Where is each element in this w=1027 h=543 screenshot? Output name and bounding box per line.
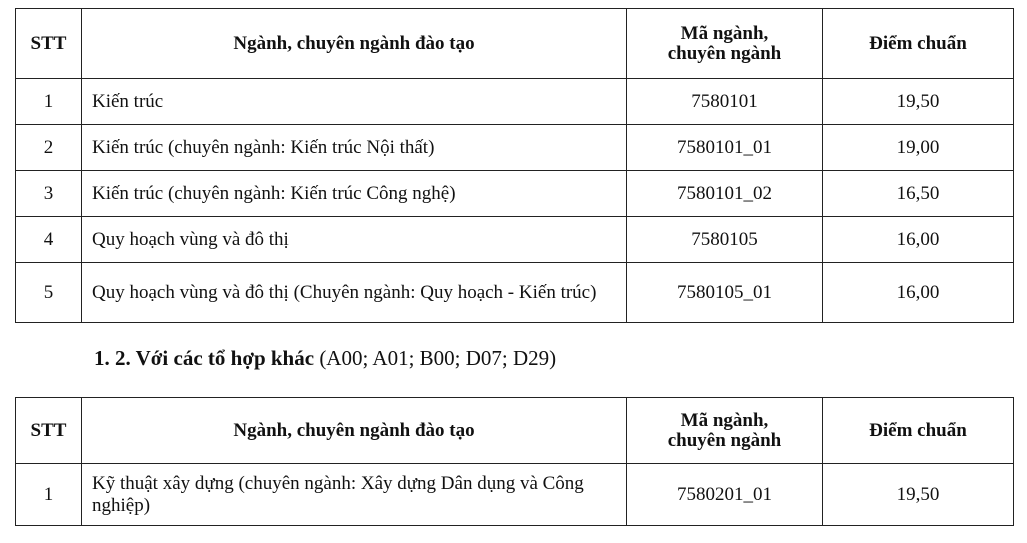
header-stt: STT (16, 9, 82, 79)
row-major: Quy hoạch vùng và đô thị (82, 217, 627, 263)
header-score: Điểm chuẩn (823, 398, 1014, 464)
table-row (16, 217, 1014, 263)
admission-scores-table-1 (15, 8, 1014, 323)
row-score: 16,00 (823, 263, 1014, 323)
row-stt: 1 (16, 79, 82, 125)
row-score: 16,00 (823, 217, 1014, 263)
header-major: Ngành, chuyên ngành đào tạo (82, 398, 627, 464)
admission-scores-table-2 (15, 397, 1014, 526)
row-major: Kiến trúc (chuyên ngành: Kiến trúc Công nghệ) (82, 171, 627, 217)
header-code: Mã ngành, chuyên ngành (627, 9, 823, 79)
row-score: 19,50 (823, 464, 1014, 526)
row-stt: 5 (16, 263, 82, 323)
row-code: 7580101_02 (627, 171, 823, 217)
row-code: 7580101 (627, 79, 823, 125)
table-row (16, 79, 1014, 125)
row-score: 19,50 (823, 79, 1014, 125)
row-score: 19,00 (823, 125, 1014, 171)
table-row (16, 464, 1014, 526)
row-stt: 1 (16, 464, 82, 526)
row-stt: 4 (16, 217, 82, 263)
row-major: Kiến trúc (chuyên ngành: Kiến trúc Nội thất) (82, 125, 627, 171)
row-major: Kỹ thuật xây dựng (chuyên ngành: Xây dựng Dân dụng và Công nghiệp) (82, 464, 627, 526)
section-combos: (A00; A01; B00; D07; D29) (314, 346, 557, 370)
header-code: Mã ngành, chuyên ngành (627, 398, 823, 464)
table-row (16, 125, 1014, 171)
section-heading (94, 346, 556, 371)
row-code: 7580105 (627, 217, 823, 263)
header-score: Điểm chuẩn (823, 9, 1014, 79)
row-stt: 3 (16, 171, 82, 217)
row-code: 7580201_01 (627, 464, 823, 526)
row-code: 7580105_01 (627, 263, 823, 323)
row-score: 16,50 (823, 171, 1014, 217)
section-title: 1. 2. Với các tổ hợp khác (94, 346, 315, 370)
row-code: 7580101_01 (627, 125, 823, 171)
row-major: Quy hoạch vùng và đô thị (Chuyên ngành: Quy hoạch - Kiến trúc) (82, 263, 627, 323)
table-row (16, 263, 1014, 323)
header-stt: STT (16, 398, 82, 464)
row-major: Kiến trúc (82, 79, 627, 125)
row-stt: 2 (16, 125, 82, 171)
table-header-row (16, 9, 1014, 79)
header-major: Ngành, chuyên ngành đào tạo (82, 9, 627, 79)
table-row (16, 171, 1014, 217)
table-header-row (16, 398, 1014, 464)
